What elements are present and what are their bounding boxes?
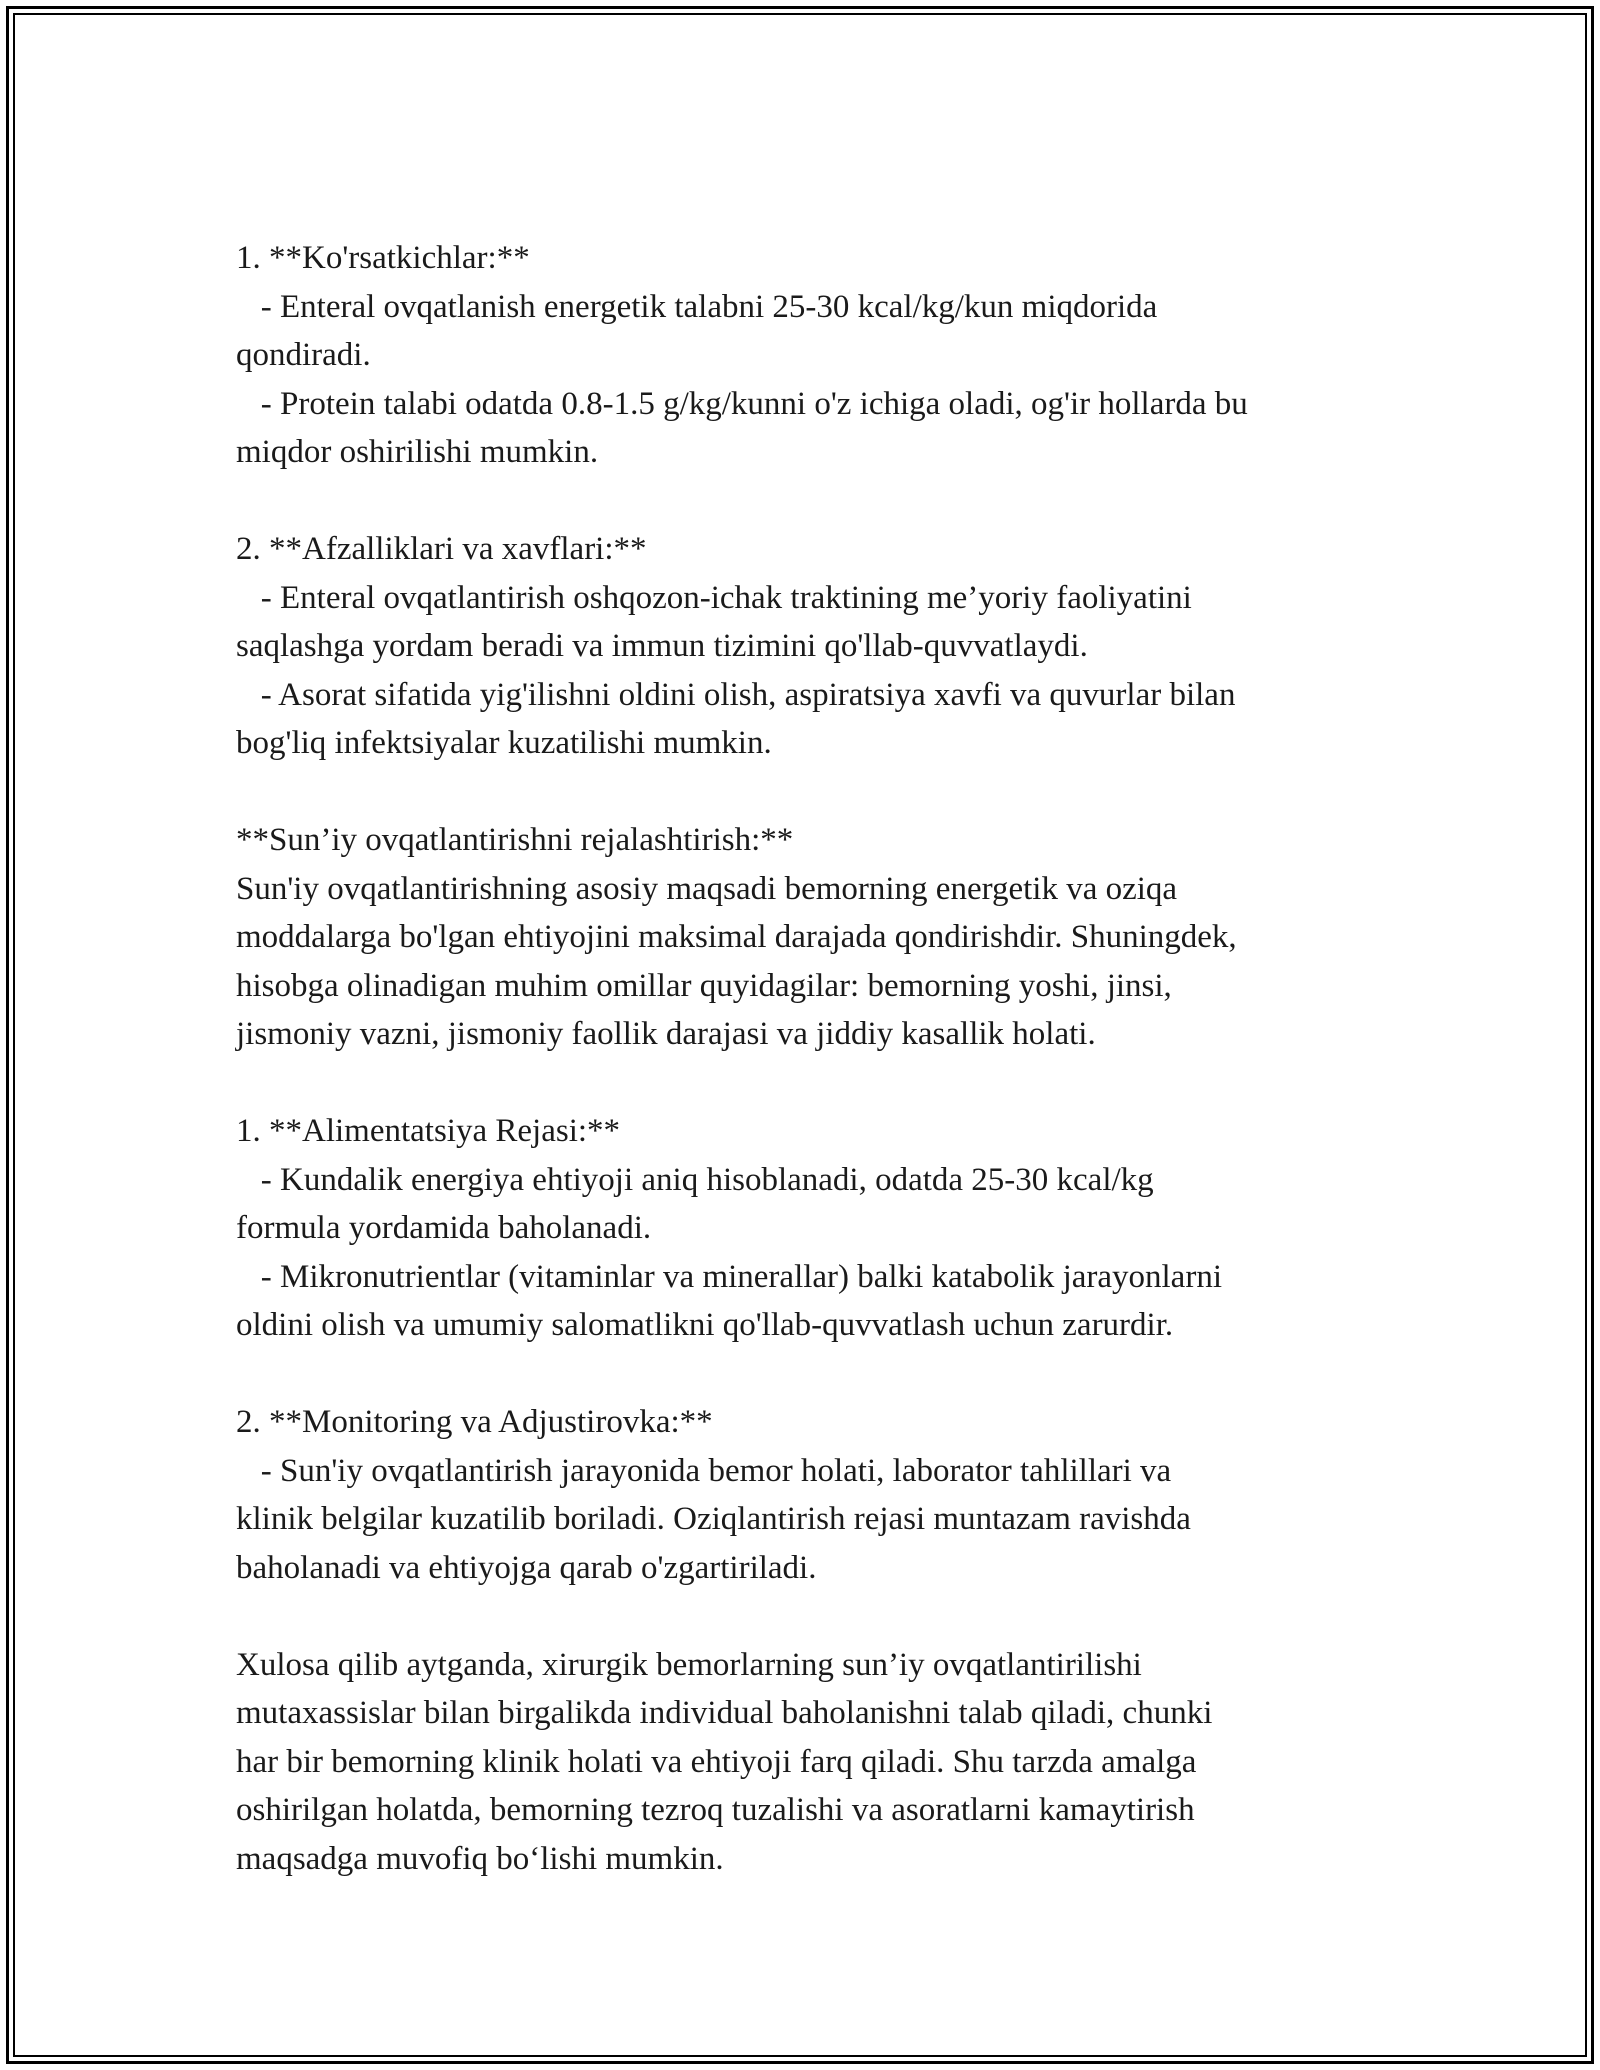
text-line: saqlashga yordam beradi va immun tizimini qo'llab-quvvatlaydi. (236, 628, 1088, 664)
blank-line (236, 768, 1376, 817)
blank-line (236, 477, 1376, 526)
text-line: Xulosa qilib aytganda, xirurgik bemorlarning sun’iy ovqatlantirilishi (236, 1646, 1142, 1683)
blank-line (236, 1059, 1376, 1108)
text-line: 2. **Monitoring va Adjustirovka:** (236, 1404, 713, 1440)
text-line: - Asorat sifatida yig'ilishni oldini olish, aspiratsiya xavfi va quvurlar bilan (236, 676, 1236, 713)
text-line: oldini olish va umumiy salomatlikni qo'llab-quvvatlash uchun zarurdir. (236, 1307, 1174, 1343)
text-line: qondiradi. (236, 337, 371, 373)
text-line: - Enteral ovqatlanish energetik talabni 25-30 kcal/kg/kun miqdorida (236, 288, 1158, 325)
text-line: - Kundalik energiya ehtiyoji aniq hisoblanadi, odatda 25-30 kcal/kg (236, 1161, 1154, 1198)
text-line: - Enteral ovqatlantirish oshqozon-ichak traktining me’yoriy faoliyatini (236, 579, 1192, 616)
text-line: jismoniy vazni, jismoniy faollik darajasi va jiddiy kasallik holati. (236, 1016, 1096, 1052)
text-line: miqdor oshirilishi mumkin. (236, 434, 599, 470)
text-line: oshirilgan holatda, bemorning tezroq tuzalishi va asoratlarni kamaytirish (236, 1792, 1195, 1828)
text-line: **Sun’iy ovqatlantirishni rejalashtirish:** (236, 822, 794, 858)
text-line: 2. **Afzalliklari va xavflari:** (236, 531, 647, 567)
text-line: 1. **Alimentatsiya Rejasi:** (236, 1113, 621, 1149)
text-line: - Mikronutrientlar (vitaminlar va minerallar) balki katabolik jarayonlarni (236, 1258, 1222, 1295)
text-line: klinik belgilar kuzatilib boriladi. Oziqlantirish rejasi muntazam ravishda (236, 1501, 1191, 1537)
text-line: har bir bemorning klinik holati va ehtiyoji farq qiladi. Shu tarzda amalga (236, 1743, 1197, 1780)
document-body (236, 234, 1376, 1883)
text-line: mutaxassislar bilan birgalikda individual baholanishni talab qiladi, chunki (236, 1695, 1213, 1731)
text-line: baholanadi va ehtiyojga qarab o'zgartiriladi. (236, 1549, 817, 1586)
text-line: Sun'iy ovqatlantirishning asosiy maqsadi bemorning energetik va oziqa (236, 870, 1178, 907)
text-line: - Protein talabi odatda 0.8-1.5 g/kg/kunni o'z ichiga oladi, og'ir hollarda bu (236, 385, 1248, 422)
text-line: hisobga olinadigan muhim omillar quyidagilar: bemorning yoshi, jinsi, (236, 967, 1172, 1004)
blank-line (236, 1592, 1376, 1641)
text-line: 1. **Ko'rsatkichlar:** (236, 240, 530, 276)
text-line: maqsadga muvofiq bo‘lishi mumkin. (236, 1840, 724, 1877)
blank-line (236, 1350, 1376, 1399)
text-line: formula yordamida baholanadi. (236, 1210, 652, 1246)
text-line: - Sun'iy ovqatlantirish jarayonida bemor holati, laborator tahlillari va (236, 1452, 1172, 1489)
text-line: moddalarga bo'lgan ehtiyojini maksimal darajada qondirishdir. Shuningdek, (236, 919, 1237, 955)
text-line: bog'liq infektsiyalar kuzatilishi mumkin. (236, 725, 772, 761)
